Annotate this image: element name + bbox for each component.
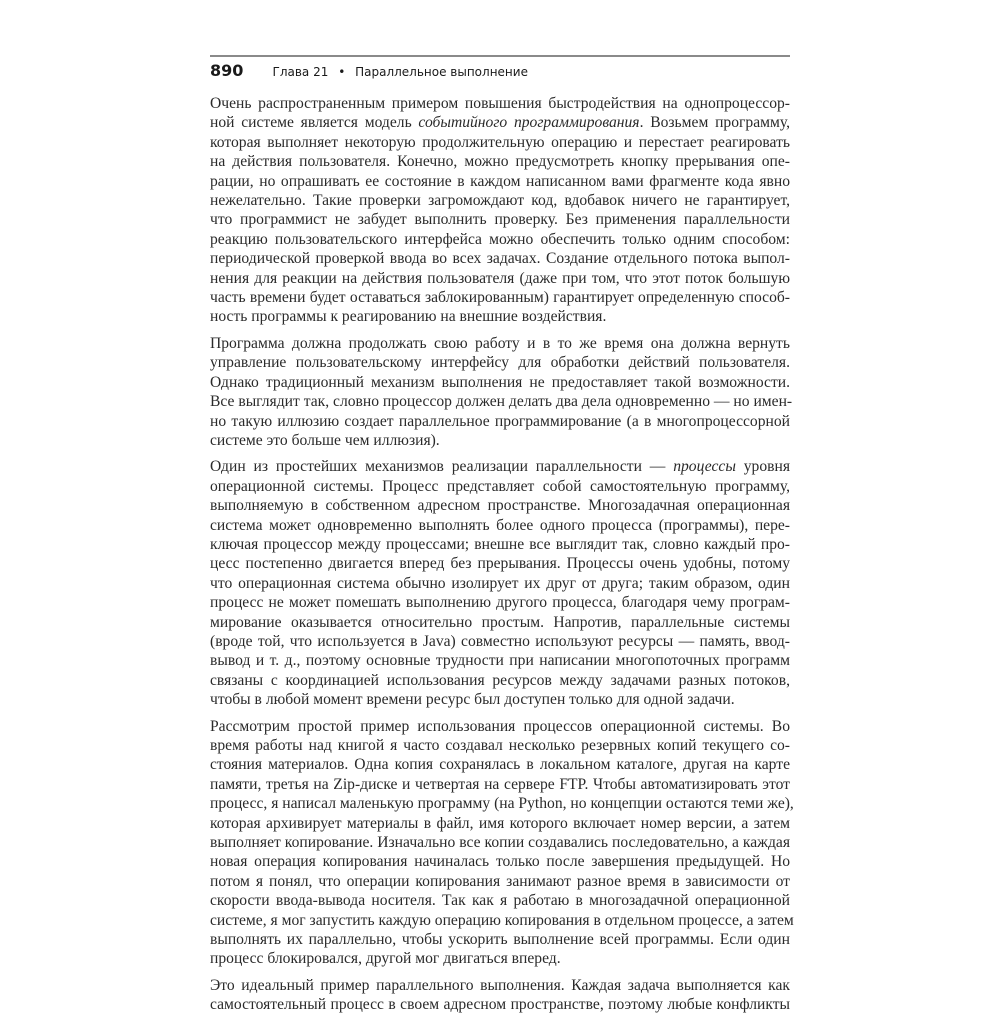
text-line: вывод и т. д., поэтому основные трудности при написании многопоточных программ (210, 652, 790, 670)
text-line: процесс не может помешать выполнению другого процесса, благодаря чему програм- (210, 594, 790, 612)
text-line: система может одновременно выполнять более одного процесса (программы), пере- (210, 516, 790, 534)
text-line: системе, я мог запустить каждую операцию копирования в отдельном процессе, а затем (210, 911, 794, 929)
text-line: стояния материалов. Одна копия сохранялась в локальном каталоге, другая на карте (210, 756, 790, 774)
text-line: Один из простейших механизмов реализации параллельности — процессы уровня (210, 458, 790, 476)
text-line: ной системе является модель событийного программирования. Возьмем программу, (210, 114, 790, 132)
text-line: которая выполняет некоторую продолжительную операцию и перестает реагировать (210, 133, 790, 151)
text-line: реакцию пользовательского интерфейса можно обеспечить только одним способом: (210, 230, 790, 248)
paragraph (210, 976, 790, 1015)
text-line: Рассмотрим простой пример использования процессов операционной системы. Во (210, 717, 790, 735)
text-line: выполнять их параллельно, чтобы ускорить выполнение всей программы. Если один (210, 931, 790, 949)
paragraph (210, 334, 793, 450)
text-line: цесс постепенно двигается вперед без прерывания. Процессы очень удобны, потому (210, 555, 790, 573)
text-line: системе это больше чем иллюзия). (210, 431, 440, 449)
text-line: Однако традиционный механизм выполнения не предоставляет такой возможности. (210, 373, 790, 391)
text-line: что программист не забудет выполнить проверку. Без применения параллельности (210, 211, 790, 229)
text-line: мирование оказывается относительно простым. Напротив, параллельные системы (210, 613, 790, 631)
text-line: связаны с координацией использования ресурсов между задачами разных потоков, (210, 671, 790, 689)
paragraph (210, 717, 794, 969)
text-line: нежелательно. Такие проверки загромождают код, вдобавок ничего не гарантирует, (210, 192, 790, 210)
text-line: выполняемую в собственном адресном пространстве. Многозадачная операционная (210, 497, 790, 515)
section-title: Параллельное выполнение (355, 65, 528, 79)
text-line: которая архивирует материалы в файл, имя которого включает номер версии, а затем (210, 814, 790, 832)
bullet-separator: • (338, 65, 346, 79)
text-line: выполняет копирование. Изначально все копии создавались последовательно, а каждая (210, 834, 790, 852)
header-rule (210, 55, 790, 57)
text-line: периодической проверкой ввода во всех задачах. Создание отдельного потока выпол- (210, 250, 790, 268)
chapter-title (273, 65, 528, 79)
text-line: скорости ввода-вывода носителя. Так как я работаю в многозадачной операционной (210, 892, 790, 910)
text-line: операционной системы. Процесс представляет собой самостоятельную программу, (210, 477, 790, 495)
text-line: нения для реакции на действия пользователя (даже при том, что этот поток большую (210, 269, 790, 287)
text-line: памяти, третья на Zip-диске и четвертая на сервере FTP. Чтобы автоматизировать этот (210, 775, 790, 793)
text-line: Все выглядит так, словно процессор должен делать два дела одновременно — но имен- (210, 393, 793, 411)
text-line: что операционная система обычно изолирует их друг от друга; таким образом, один (210, 574, 790, 592)
text-line: но такую иллюзию создает параллельное программирование (а в многопроцессорной (210, 412, 790, 430)
text-line: процесс, я написал маленькую программу (на Python, но концепции остаются теми же), (210, 795, 794, 813)
text-line: процесс блокировался, другой мог двигаться вперед. (210, 950, 561, 968)
text-line: Программа должна продолжать свою работу и в то же время она должна вернуть (210, 334, 790, 352)
text-line: рации, но опрашивать ее состояние в каждом написанном вами фрагменте кода явно (210, 172, 790, 190)
text-line: на действия пользователя. Конечно, можно предусмотреть кнопку прерывания опе- (210, 153, 790, 171)
paragraph (210, 94, 790, 327)
emphasized-term: процессы (673, 458, 736, 476)
text-line: потом я понял, что операции копирования занимают разное время в зависимости от (210, 872, 790, 890)
chapter-label: Глава 21 (272, 65, 329, 79)
text-line: Это идеальный пример параллельного выполнения. Каждая задача выполняется как (210, 976, 790, 994)
text-line: управление пользовательскому интерфейсу для обработки действий пользователя. (210, 354, 790, 372)
text-line: самостоятельный процесс в своем адресном пространстве, поэтому любые конфликты (210, 996, 790, 1014)
running-head (210, 61, 790, 81)
text-line: новая операция копирования начиналась только после завершения предыдущей. Но (210, 853, 790, 871)
text-line: (вроде той, что используется в Java) совместно используют ресурсы — память, ввод- (210, 632, 790, 650)
text-line: ключая процессор между процессами; внешне все выглядит так, словно каждый про- (210, 535, 790, 553)
text-line: время работы над книгой я часто создавал несколько резервных копий текущего со- (210, 737, 790, 754)
text-line: часть времени будет оставаться заблокированным) гарантирует определенную способ- (210, 289, 790, 307)
body-text (210, 94, 794, 1022)
emphasized-term: событийного программирования (418, 114, 640, 132)
paragraph (210, 457, 790, 709)
page-number: 890 (210, 61, 244, 80)
text-line: Очень распространенным примером повышения быстродействия на однопроцессор- (210, 95, 790, 112)
text-line: ность программы к реагированию на внешние воздействия. (210, 308, 607, 326)
text-line: чтобы в любой момент времени ресурс был доступен только для одной задачи. (210, 691, 735, 709)
